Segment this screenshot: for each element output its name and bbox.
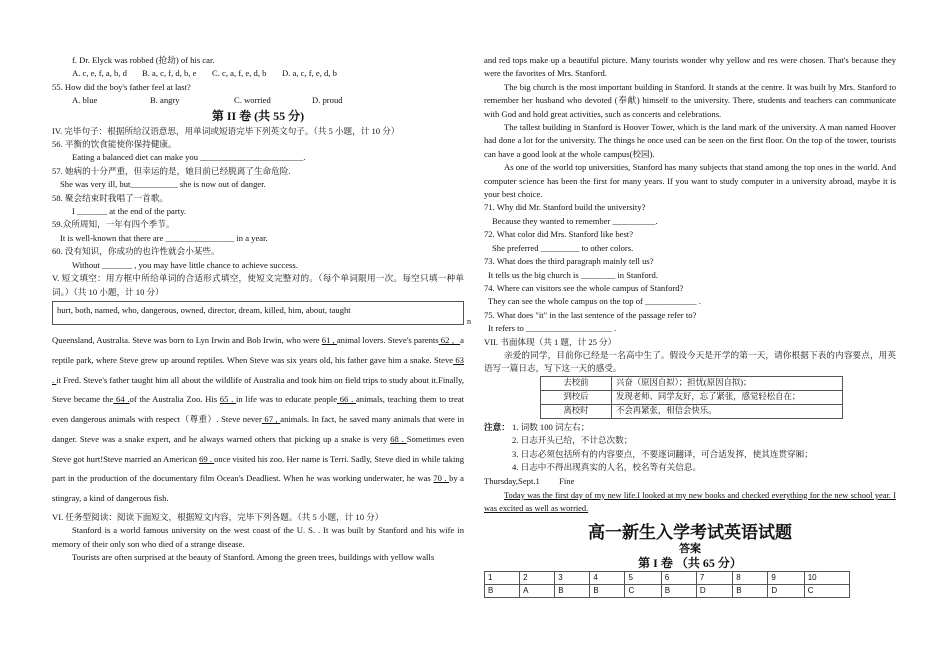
table-cell-key: 离校时 — [541, 404, 612, 418]
answer-grid-number: 5 — [625, 571, 661, 584]
answer-grid-answer: C — [625, 584, 661, 597]
q75-answer-line: It refers to ____________________ . — [488, 323, 617, 334]
blank-number: 64 . — [113, 394, 130, 405]
note-item: 2. 日志开头已给，不计总次数； — [512, 435, 633, 446]
q54-option-a: A. c, e, f, a, b, d — [72, 68, 127, 79]
note-item: 4. 日志中不得出现真实的人名，校名等有关信息。 — [512, 461, 702, 472]
diary-date: Thursday,Sept.1 — [484, 476, 540, 487]
q58-english: I _______ at the end of the party. — [72, 206, 186, 217]
q60-chinese: 60. 没有知识，你成功的也许性就会小某些。 — [52, 246, 220, 257]
table-row — [541, 390, 843, 404]
answer-grid-answer: D — [696, 584, 732, 597]
q60-english: Without _______ , you may have little chance to achieve success. — [72, 259, 298, 270]
q74-answer-line: They can see the whole campus on the top of ____________ . — [488, 296, 701, 307]
answer-grid-number: 9 — [768, 571, 804, 584]
passage-text: by a stingray, a kind of dangerous fish. — [52, 473, 464, 504]
q55-question: 55. How did the boy's father feel at last? — [52, 81, 191, 92]
diary-sample-text: Today was the first day of my new life.I looked at my new books and checked everything for the new school year. I was excited as well as worried. — [484, 490, 896, 513]
q71-answer-line: Because they wanted to remember __________. — [492, 215, 658, 226]
reading-paragraph-3: The big church is the most important building in Stanford. It stands at the centre. It was built by Mrs. Stanford to remember her husband who devoted (奉献) himself to the university. There, students and teachers can communicate with God and hold great activities, such as concerts and celebrations. — [484, 81, 896, 119]
passage-text: Sometimes even Steve got hurt!Steve married an American — [52, 433, 464, 464]
blank-number: 63 . — [52, 354, 464, 385]
answer-grid-number: 1 — [485, 571, 520, 584]
q56-english: Eating a balanced diet can make you ________________________. — [72, 152, 306, 163]
passage-text: a reptile park, where Steve grew up around reptiles. When Steve was six years old, his father gave him a snake. Steve — [52, 334, 464, 365]
passage-text: once visited his zoo. Her name is Terri. Sadly, Steve died in while taking part in the production of the documentary film Ocean's Deadliest. When he was working underwater, he was — [52, 453, 464, 484]
answer-grid-answer: B — [733, 584, 768, 597]
q57-english: She was very ill, but___________ she is now out of danger. — [60, 179, 266, 190]
part1-title: 第 I 卷 （共 65 分） — [638, 555, 742, 570]
table-cell-key: 到校后 — [541, 390, 612, 404]
q73-question: 73. What does the third paragraph mainly tell us? — [484, 256, 654, 267]
q58-chinese: 58. 聚会结束时我唱了一首歌。 — [52, 192, 169, 203]
right-column — [484, 54, 896, 598]
left-column — [52, 54, 471, 565]
blank-number: 62 ， — [438, 334, 461, 345]
passage-text: animals. In fact, he saved many animals that were in danger. Steve was a snake expert, and he always warned others that picking up a snake is very — [52, 414, 464, 444]
answer-grid-answer: A — [520, 584, 555, 597]
q55-option-c: C. worried — [234, 95, 271, 106]
blank-number: 66 . — [337, 394, 356, 405]
answer-label: 答案 — [679, 542, 701, 555]
q54-option-c: C. c, a, f, e, d, b — [212, 68, 267, 79]
answer-grid-answer: B — [485, 584, 520, 597]
q59-english: It is well-known that there are ________________ in a year. — [60, 232, 268, 243]
q55-option-d: D. proud — [312, 95, 343, 106]
answer-grid-answer: B — [661, 584, 696, 597]
q55-options — [52, 94, 464, 107]
blank-number: 68 . — [390, 433, 407, 444]
note-item: 1. 词数 100 词左右； — [512, 421, 590, 432]
q71-question: 71. Why did Mr. Stanford build the university? — [484, 202, 646, 213]
notes-label: 注意： — [484, 421, 510, 432]
blank-number: 69 . — [199, 453, 215, 464]
passage-text: animal lovers. Steve's parents — [336, 334, 439, 345]
answer-grid-number: 2 — [520, 571, 555, 584]
part2-title: 第 II 卷 (共 55 分) — [211, 108, 305, 123]
reading-paragraph-2-cont: and red tops make up a beautiful picture. Many tourists wonder why yellow and res were chosen. That's because they were the favorites of Mrs. Stanford. — [484, 55, 896, 79]
q54-option-b: B. a, c, f, d, b, e — [142, 68, 197, 79]
q72-answer-line: She preferred _________ to other colors. — [492, 242, 634, 253]
blank-number: 65 . — [219, 394, 237, 405]
word-box — [52, 301, 471, 326]
q57-chinese: 57. 她病的十分严重，但幸运的是，她目前已经脱离了生命危险. — [52, 165, 291, 176]
section6-title: VI. 任务型阅读：阅读下面短文，根据短文内容，完毕下列各题。（共 5 小题，计 10 分） — [52, 512, 384, 523]
q55-option-a: A. blue — [72, 95, 98, 106]
answer-grid-number: 4 — [590, 571, 625, 584]
table-cell-value: 兴奋（原因自拟）；担忧(原因自拟)； — [612, 376, 843, 390]
diary-weather: Fine — [559, 476, 575, 487]
notes — [484, 421, 896, 475]
q74-question: 74. Where can visitors see the whole campus of Stanford? — [484, 282, 684, 293]
table-row — [541, 404, 843, 418]
passage-text: animals, teaching them to treat even dangerous animals with respect（尊重）. Steve never — [52, 394, 465, 425]
q73-answer-line: It tells us the big church is ________ in Stanford. — [488, 269, 658, 280]
reading-paragraph-2: Tourists are often surprised at the beauty of Stanford. Among the green trees, buildings with yellow walls — [72, 552, 435, 563]
table-cell-value: 发现老师、同学友好，忘了紧张，感觉轻松自在； — [612, 390, 843, 404]
reading-paragraph-4: The tallest building in Stanford is Hoover Tower, which is the land mark of the university. A man named Hoover had done a lot for the university. The things he once used can be seen on the first floor. On the top of the tower, tourists can have a good look at the whole campus(校园). — [484, 122, 896, 159]
writing-points-table — [540, 376, 843, 419]
answer-grid-number: 3 — [555, 571, 590, 584]
answer-grid-number: 8 — [733, 571, 768, 584]
section7-title: VII. 书面体现（共 1 题，计 25 分） — [484, 336, 617, 347]
passage-text: of the Australia Zoo. His — [129, 394, 220, 405]
q55-option-b: B. angry — [150, 95, 180, 106]
q54-option-d: D. a, c, f, e, d, b — [282, 68, 337, 79]
passage-text: in life was to educate people — [236, 394, 338, 405]
blank-number: 70 . — [433, 473, 450, 484]
cloze-passage — [52, 331, 464, 509]
answer-grid-numbers — [485, 571, 850, 584]
blank-number: 61 , — [321, 334, 337, 345]
q54-options — [52, 67, 464, 80]
section5-title: V. 短文填空：用方框中所给单词的合适形式填空，使短文完整对的。（每个单词限用一次。每空只填一种单词。）（共 10 小题，计 10 分） — [52, 273, 464, 297]
answer-grid-answer: B — [590, 584, 625, 597]
notes-list — [512, 421, 813, 475]
table-cell-value: 不会再紧张，相信会快乐。 — [612, 404, 843, 418]
reading-paragraph-5: As one of the world top universities, Stanford has many subjects that stand among the top ones in the world. And computer science has been the first for many years. If you want to study computer in a university abroad, maybe it is your best choice. — [484, 162, 896, 200]
answer-grid-answers — [485, 584, 850, 597]
word-box-tail: n — [467, 316, 471, 326]
table-cell-key: 去校前 — [541, 376, 612, 390]
answer-grid-number: 6 — [661, 571, 696, 584]
exam-title: 高一新生入学考试英语试题 — [588, 522, 792, 542]
q75-question: 75. What does "it" in the last sentence of the passage refer to? — [484, 309, 697, 320]
section7-intro: 亲爱的同学，目前你已经是一名高中生了。假设今天是开学的第一天，请你根据下表的内容要点，用英语写一篇日志，写下这一天的感受。 — [484, 349, 896, 374]
q72-question: 72. What color did Mrs. Stanford like best? — [484, 229, 634, 240]
q56-chinese: 56. 平衡的饮食能使你保持健康。 — [52, 139, 177, 150]
q59-chinese: 59.众所周知，一年有四个季节。 — [52, 219, 175, 230]
passage-text: it Fred. Steve's father taught him all about the wildlife of Australia and took him on field trips to study about it.Finally, Steve became the — [52, 374, 464, 405]
section4-title: IV. 完毕句子：根据所给汉语意思，用单词或短语完毕下列英文句子。（共 5 小题，计 10 分） — [52, 125, 400, 136]
passage-text: Queensland, Australia. Steve was born to Lyn Irwin and Bob Irwin, who were — [52, 334, 322, 345]
reading-paragraph-1: Stanford is a world famous university on the west coast of the U. S. . It was built by Stanford and his wife in memory of their only son who died of a strange disease. — [52, 525, 464, 549]
answer-grid-number: 10 — [804, 571, 849, 584]
answer-grid-answer: C — [804, 584, 849, 597]
answer-grid-number: 7 — [696, 571, 732, 584]
answer-grid-answer: B — [555, 584, 590, 597]
note-item: 3. 日志必须包括所有的内容要点，不要逐词翻译，可合适发挥，使其连贯穿厢； — [512, 448, 813, 459]
q54-item-f: f. Dr. Elyck was robbed (抢劫) of his car. — [72, 55, 215, 65]
word-box-words: hurt, both, named, who, dangerous, owned, director, dream, killed, him, about, taught — [57, 304, 351, 315]
answer-grid — [484, 571, 850, 598]
blank-number: 67 , — [261, 414, 281, 425]
table-row — [541, 376, 843, 390]
diary-date-line — [484, 475, 896, 488]
answer-grid-answer: D — [768, 584, 804, 597]
